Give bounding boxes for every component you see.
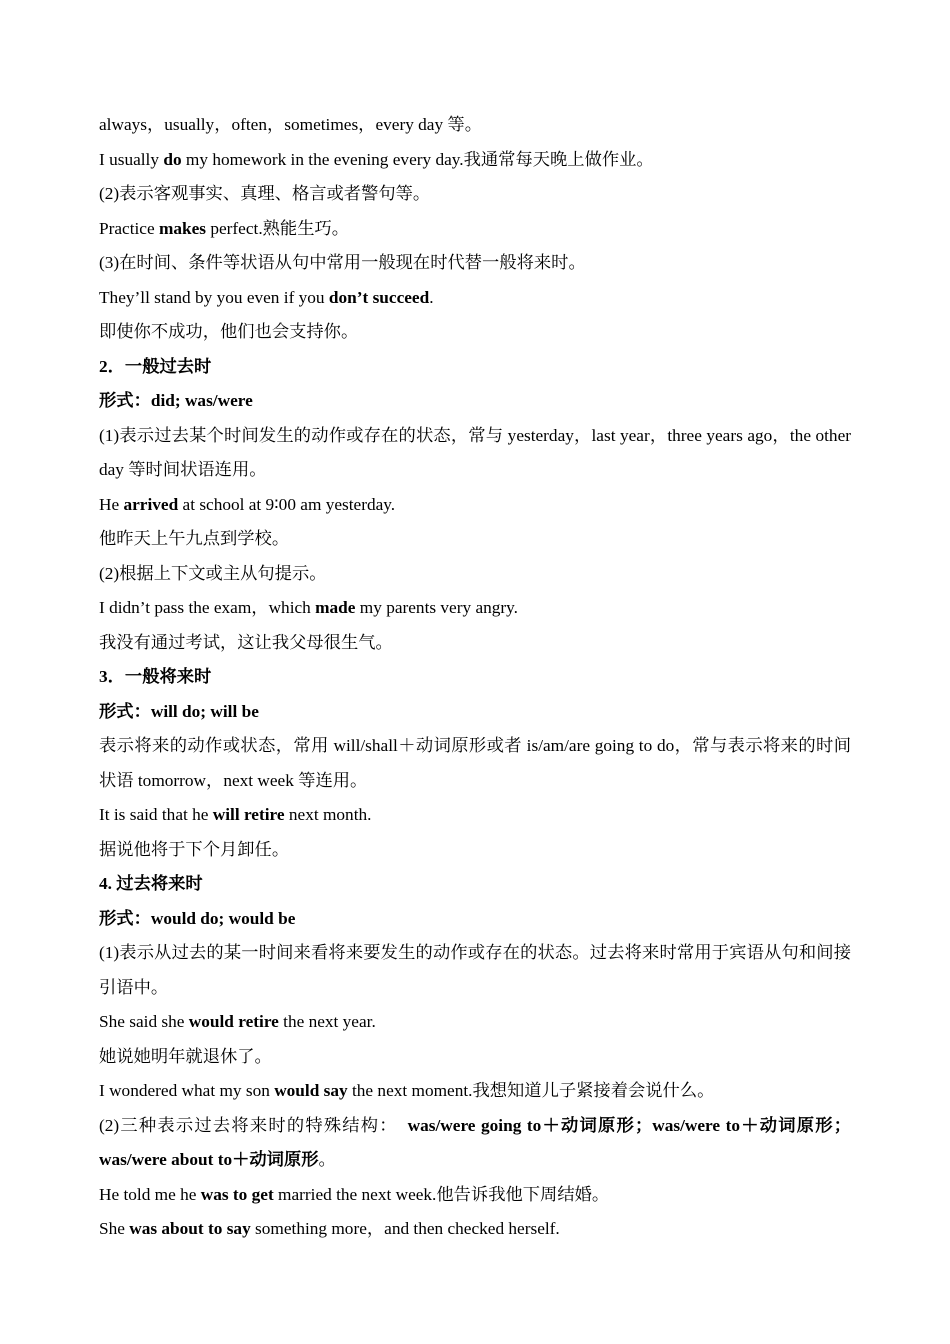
text-run: He xyxy=(99,494,124,514)
text-run: something more，and then checked herself. xyxy=(250,1219,560,1238)
text-line xyxy=(99,108,851,143)
text-run: married the next week.他告诉我他下周结婚。 xyxy=(273,1184,610,1204)
text-run: 我没有通过考试，这让我父母很生气。 xyxy=(99,632,393,652)
text-run: 形式：will do; will be xyxy=(99,701,259,721)
text-line xyxy=(99,212,851,247)
bold-text-run: do xyxy=(163,149,182,169)
bold-text-run: arrived xyxy=(123,494,179,514)
text-line xyxy=(99,488,851,523)
text-run: 3．一般将来时 xyxy=(99,667,212,686)
section-heading xyxy=(99,867,851,902)
text-line xyxy=(99,177,851,212)
paragraph xyxy=(99,936,851,1005)
text-run: my parents very angry. xyxy=(355,598,518,617)
text-line xyxy=(99,1212,851,1247)
text-run: 他昨天上午九点到学校。 xyxy=(99,529,290,548)
text-run: 据说他将于下个月卸任。 xyxy=(99,839,290,859)
bold-text-run: makes xyxy=(158,218,207,238)
text-run: 表示将来的动作或状态，常用 will/shall＋动词原形或者 is/am/are going to do，常与表示将来的时间状语 tomorrow，next week 等连用。 xyxy=(99,736,851,790)
bold-text-run: made xyxy=(315,598,356,617)
text-run: I usually xyxy=(99,149,164,169)
text-run: Practice xyxy=(99,218,159,238)
document-page xyxy=(99,108,851,1247)
section-heading xyxy=(99,695,851,730)
text-run: (1)表示过去某个时间发生的动作或存在的状态，常与 yesterday，last year，three years ago，the other day 等时间状语连用。 xyxy=(99,425,851,479)
text-run: 她说她明年就退休了。 xyxy=(99,1046,272,1066)
text-run: 形式：would do; would be xyxy=(99,908,296,928)
bold-text-run: was about to say xyxy=(129,1219,251,1238)
bold-text-run: don’t succeed xyxy=(328,287,430,307)
text-run: (2)根据上下文或主从句提示。 xyxy=(99,563,327,583)
section-heading xyxy=(99,660,851,695)
bold-text-run: would retire xyxy=(188,1012,279,1031)
text-line xyxy=(99,557,851,592)
text-line xyxy=(99,591,851,626)
paragraph xyxy=(99,419,851,488)
text-line xyxy=(99,626,851,661)
text-run: (3)在时间、条件等状语从句中常用一般现在时代替一般将来时。 xyxy=(99,253,586,272)
bold-text-run: will retire xyxy=(212,805,285,824)
section-heading xyxy=(99,902,851,937)
text-run: They’ll stand by you even if you xyxy=(99,287,329,307)
bold-text-run: was/were going to＋动词原形；was/were to＋动词原形；was/were about to＋动词原形 xyxy=(99,1115,851,1169)
section-heading xyxy=(99,350,851,385)
text-run: I didn’t pass the exam，which xyxy=(99,598,316,617)
text-run: He told me he xyxy=(99,1184,201,1204)
text-line xyxy=(99,315,851,350)
text-run: (2)三种表示过去将来时的特殊结构： xyxy=(99,1115,408,1135)
text-line xyxy=(99,143,851,178)
text-run: next month. xyxy=(284,805,372,824)
text-line xyxy=(99,798,851,833)
text-run: I wondered what my son xyxy=(99,1081,275,1100)
text-line xyxy=(99,833,851,868)
text-line xyxy=(99,281,851,316)
text-run: 即使你不成功，他们也会支持你。 xyxy=(99,322,359,341)
section-heading xyxy=(99,384,851,419)
text-line xyxy=(99,522,851,557)
text-line xyxy=(99,246,851,281)
text-run: 2．一般过去时 xyxy=(99,356,212,376)
text-run: 4. 过去将来时 xyxy=(99,874,203,893)
text-run: 。 xyxy=(318,1150,336,1169)
text-run: always，usually，often，sometimes，every day 等。 xyxy=(99,115,482,134)
text-run: my homework in the evening every day.我通常每天晚上做作业。 xyxy=(181,149,654,169)
text-line xyxy=(99,1005,851,1040)
text-run: the next year. xyxy=(278,1012,376,1031)
bold-text-run: was to get xyxy=(200,1184,274,1204)
text-run: (1)表示从过去的某一时间来看将来要发生的动作或存在的状态。过去将来时常用于宾语从句和间接引语中。 xyxy=(99,943,851,997)
text-run: perfect.熟能生巧。 xyxy=(206,218,350,238)
text-line xyxy=(99,1074,851,1109)
text-run: at school at 9∶00 am yesterday. xyxy=(178,494,396,514)
paragraph xyxy=(99,729,851,798)
bold-text-run: would say xyxy=(274,1081,348,1100)
text-line xyxy=(99,1040,851,1075)
paragraph xyxy=(99,1109,851,1178)
text-run: . xyxy=(429,287,434,307)
text-run: (2)表示客观事实、真理、格言或者警句等。 xyxy=(99,184,431,203)
text-run: She said she xyxy=(99,1012,189,1031)
text-run: the next moment.我想知道儿子紧接着会说什么。 xyxy=(347,1081,715,1100)
text-run: It is said that he xyxy=(99,805,213,824)
text-run: 形式：did; was/were xyxy=(99,391,253,410)
text-run: She xyxy=(99,1219,130,1238)
text-line xyxy=(99,1178,851,1213)
